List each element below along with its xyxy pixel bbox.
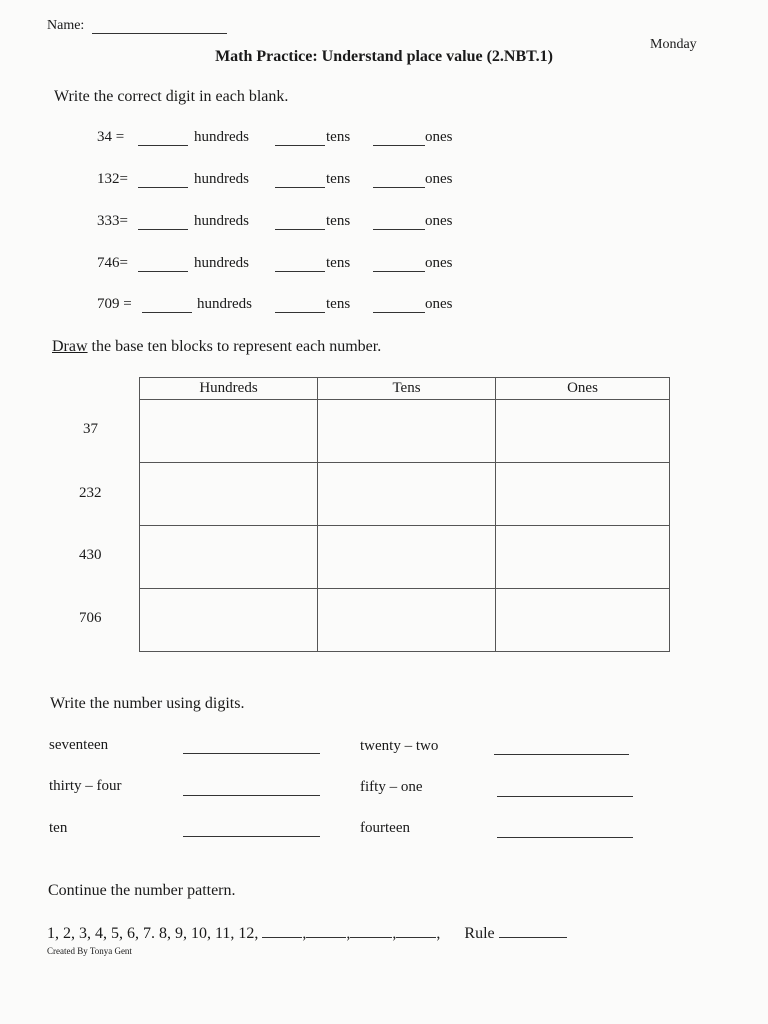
rule-blank[interactable] (499, 937, 567, 938)
hundreds-label: hundreds (194, 171, 249, 187)
place-value-row (97, 296, 477, 316)
draw-word: Draw (52, 338, 88, 355)
number-word: seventeen (49, 737, 109, 753)
hundreds-cell[interactable] (140, 400, 318, 463)
hundreds-label: hundreds (194, 213, 249, 229)
hundreds-label: hundreds (194, 255, 249, 271)
base-ten-instruction (52, 338, 381, 356)
number-word: fourteen (360, 820, 410, 836)
answer-blank[interactable] (183, 795, 320, 796)
name-blank[interactable] (92, 33, 227, 34)
tens-label: tens (326, 213, 351, 229)
row-label-number: 430 (79, 547, 102, 563)
ones-cell[interactable] (496, 463, 670, 526)
hundreds-label: hundreds (197, 296, 252, 312)
number-word: fifty – one (360, 779, 423, 795)
answer-blank[interactable] (183, 753, 320, 754)
pattern-sequence: 1, 2, 3, 4, 5, 6, 7. 8, 9, 10, 11, 12, (47, 925, 259, 942)
column-header-tens: Tens (318, 378, 496, 400)
ones-cell[interactable] (496, 589, 670, 652)
hundreds-blank[interactable] (138, 129, 188, 146)
row-label-number: 37 (83, 421, 98, 437)
ones-blank[interactable] (373, 129, 425, 146)
place-value-row (97, 213, 477, 233)
tens-label: tens (326, 171, 351, 187)
ones-label: ones (425, 255, 453, 271)
tens-label: tens (326, 296, 351, 312)
answer-blank[interactable] (497, 796, 633, 797)
number-pattern (47, 925, 567, 943)
tens-cell[interactable] (318, 463, 496, 526)
pattern-blank[interactable] (396, 937, 436, 938)
credit-text: Created By Tonya Gent (47, 946, 132, 956)
ones-blank[interactable] (373, 255, 425, 272)
row-label-number: 706 (79, 610, 102, 626)
tens-cell[interactable] (318, 589, 496, 652)
ones-label: ones (425, 129, 453, 145)
hundreds-blank[interactable] (142, 296, 192, 313)
hundreds-blank[interactable] (138, 255, 188, 272)
ones-label: ones (425, 296, 453, 312)
answer-blank[interactable] (183, 836, 320, 837)
digits-instruction: Write the number using digits. (50, 695, 245, 712)
name-label: Name: (47, 18, 85, 33)
pattern-instruction: Continue the number pattern. (48, 882, 236, 899)
ones-label: ones (425, 171, 453, 187)
row-number: 132= (97, 171, 128, 187)
base-ten-instruction-text: the base ten blocks to represent each number. (87, 338, 382, 355)
page-title: Math Practice: Understand place value (2.NBT.1) (215, 48, 553, 65)
tens-cell[interactable] (318, 526, 496, 589)
hundreds-label: hundreds (194, 129, 249, 145)
tens-blank[interactable] (275, 296, 325, 313)
hundreds-blank[interactable] (138, 213, 188, 230)
hundreds-blank[interactable] (138, 171, 188, 188)
ones-blank[interactable] (373, 171, 425, 188)
column-header-hundreds: Hundreds (140, 378, 318, 400)
row-number: 709 = (97, 296, 132, 312)
base-ten-table (139, 377, 670, 652)
column-header-ones: Ones (496, 378, 670, 400)
ones-cell[interactable] (496, 400, 670, 463)
pattern-blank[interactable] (262, 937, 302, 938)
row-number: 34 = (97, 129, 125, 145)
row-number: 746= (97, 255, 128, 271)
hundreds-cell[interactable] (140, 463, 318, 526)
table-header-row (140, 378, 670, 400)
place-value-row (97, 171, 477, 191)
table-row (140, 400, 670, 463)
tens-blank[interactable] (275, 171, 325, 188)
tens-label: tens (326, 129, 351, 145)
ones-cell[interactable] (496, 526, 670, 589)
ones-blank[interactable] (373, 213, 425, 230)
tens-label: tens (326, 255, 351, 271)
answer-blank[interactable] (497, 837, 633, 838)
tens-cell[interactable] (318, 400, 496, 463)
number-word: thirty – four (49, 778, 122, 794)
place-value-row (97, 129, 477, 149)
table-row (140, 526, 670, 589)
tens-blank[interactable] (275, 129, 325, 146)
pattern-blank[interactable] (350, 937, 392, 938)
table-row (140, 589, 670, 652)
pattern-comma: , (436, 925, 441, 942)
pattern-comma: , (302, 925, 307, 942)
rule-label: Rule (464, 925, 495, 942)
hundreds-cell[interactable] (140, 589, 318, 652)
pattern-blank[interactable] (306, 937, 346, 938)
tens-blank[interactable] (275, 213, 325, 230)
ones-label: ones (425, 213, 453, 229)
answer-blank[interactable] (494, 754, 629, 755)
number-word: twenty – two (360, 738, 439, 754)
place-value-instruction: Write the correct digit in each blank. (54, 88, 289, 105)
ones-blank[interactable] (373, 296, 425, 313)
hundreds-cell[interactable] (140, 526, 318, 589)
table-row (140, 463, 670, 526)
number-word: ten (49, 820, 68, 836)
place-value-row (97, 255, 477, 275)
pattern-comma: , (392, 925, 397, 942)
tens-blank[interactable] (275, 255, 325, 272)
day-label: Monday (650, 37, 697, 52)
row-number: 333= (97, 213, 128, 229)
row-label-number: 232 (79, 485, 102, 501)
pattern-comma: , (346, 925, 351, 942)
